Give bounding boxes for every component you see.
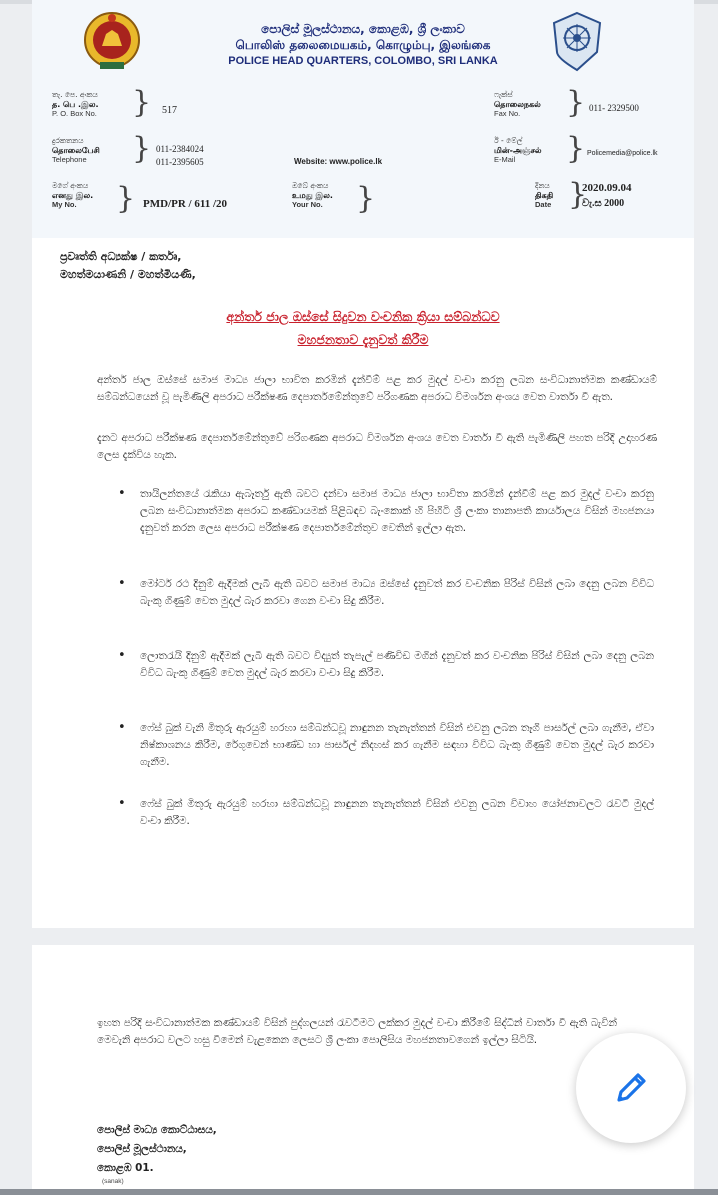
body-paragraph-1: අන්තර් ජාල ඔස්සේ සමාජ මාධ්‍ය ජාලා භාවිත කරමින් දැන්වීම් පළ කර මුදල් වංචා කරනු ලබන සංවිධානාත්මක කණ්ඩායම් සම්බන්ධයෙන් වූ පැමිණිලි අපරාධ පරීක්ෂණ දෙපාර්තමේන්තුවේ පරිගණක අපරාධ විමර්ශන අංශය වෙත වාර්තා වී ඇත. <box>97 374 657 403</box>
po-box-value: 517 <box>162 105 177 116</box>
date-value: 2020.09.04 <box>582 182 632 194</box>
brace: } <box>356 181 376 216</box>
header-sinhala: පොලිස් මූලස්ථානය, කොළඹ, ශ්‍රී ලංකාව <box>261 22 465 36</box>
date-label: දිනය திகதி Date <box>535 181 554 209</box>
bottom-bar <box>0 1189 718 1195</box>
salutation-line-1: ප්‍රවෘත්ති අධ්‍යක්ෂ / කර්තෘ, <box>60 250 182 263</box>
bullet-icon: • <box>118 796 126 811</box>
salutation-line-2: මහත්මයාණනි / මහත්මියණි, <box>60 268 196 281</box>
email-value: Policemedia@police.lk <box>587 150 658 157</box>
fax-value: 011- 2329500 <box>589 103 639 113</box>
header-tamil: பொலிஸ் தலைமையகம், கொழும்பு, இலங்கை <box>235 38 491 52</box>
website-text: Website: www.police.lk <box>294 157 383 166</box>
brace: } <box>566 85 586 120</box>
signature-line-1: පොලිස් මාධ්‍ය කොට්ඨාසය, <box>97 1124 217 1136</box>
telephone-label: දුරකතනය தொலைபேசி Telephone <box>52 136 100 164</box>
signature-line-2: පොලිස් මූලස්ථානය, <box>97 1143 187 1155</box>
document-page-1 <box>32 0 694 928</box>
telephone-value-1: 011-2384024 <box>156 144 204 154</box>
list-item: තායිලන්තයේ රැකියා ඇබෑර්තු ඇති බවට දන්වා සමාජ මාධ්‍ය ජාලා භාවිතා කරමින් දැන්වීම් පළ කර මුදල් වංචා කරනු ලබන සංවිධානාත්මක අපරාධ කණ්ඩායමක් පිළිබඳව බැංකොක් හි පිහිටි ශ්‍රී ලංකා තානාපති කාර්යාලය විසින් මහජනයා දැනුවත් කරන ලෙස අපරාධ පරීක්ෂණ දෙපාර්තමේන්තුව වෙතින් ඉල්ලා ඇත. <box>140 488 654 534</box>
bullet-icon: • <box>118 648 126 663</box>
edit-pencil-icon <box>610 1067 652 1109</box>
typist-initials: (sanak) <box>102 1178 124 1185</box>
my-no-value: PMD/PR / 611 /20 <box>143 198 228 210</box>
brace: } <box>566 131 586 166</box>
brace: } <box>116 181 136 216</box>
my-no-label: මගේ අංකය எனது இல. My No. <box>52 181 94 209</box>
letterhead <box>32 0 694 238</box>
list-item: ෆේස් බුක් වැනි මිතුරු ඇරයුම් හරහා සම්බන්ධවූ නාඳුනන තැනැත්තන් විසින් එවනු ලබන තෑගි පාර්සල් ලබා ගැනීම, ඒවා නිෂ්කාශනය කිරීම, රේගුවෙන් භාණ්ඩ හා පාර්සල් නිදහස් කර ගැනීම සඳහා විවිධ බැංකු ගිණුම් වෙත මුදල් බැර කරවා ගැනීම. <box>140 722 654 768</box>
po-box-label: තැ. පෙ. අංකය த. பெ .இல. P. O. Box No. <box>52 90 99 118</box>
brace: } <box>132 85 152 120</box>
email-label: ඊ - මේල් மின்-அஞ்சல் E-Mail <box>494 136 542 164</box>
brace: } <box>132 131 152 166</box>
bullet-icon: • <box>118 486 126 501</box>
list-item: ෆේස් බුක් මිතුරු ඇරයුම් හරහා සම්බන්ධවූ නාඳුනන තැනැත්තන් විසින් එවනු ලබන විවාහ යෝජනාවලට රැවටී මුදල් වංචා කිරීම. <box>140 798 654 827</box>
signature-line-3: කොළඹ 01. <box>97 1162 154 1174</box>
brace: } <box>568 177 588 212</box>
fax-label: ෆැක්ස් தொலைநகல் Fax No. <box>494 90 541 118</box>
body-paragraph-2: දැනට අපරාධ පරීක්ෂණ දෙපාර්තමේන්තුවේ පරිගණක අපරාධ විමර්ශන අංශය වෙත වාර්තා වී ඇති පැමිණිලි පහත පරිදි උදාහරණ ලෙස දැක්විය හැක. <box>97 432 657 461</box>
telephone-value-2: 011-2395605 <box>156 157 204 167</box>
header-english: POLICE HEAD QUARTERS, COLOMBO, SRI LANKA <box>228 55 498 67</box>
list-item: මෝටර් රථ දිනුම් ඇදීමක් ලැබී ඇති බවට සමාජ මාධ්‍ය ඔස්සේ දැනුවත් කර වංචනික පිරිස් විසින් ලබා දෙනු ලබන විවිධ බැංකු ගිණුම් වෙත මුදල් බැර කරවා ගෙන වංචා සිදු කිරීම. <box>140 578 654 607</box>
letter-title-line-2: මහජනතාව දැනුවත් කිරීම <box>297 332 429 347</box>
list-item: ලොතරැයි දිනුම් ඇදීමක් ලැබී ඇති බවට විද්‍යුත් තැපැල් පණිවිඩ මගින් දැනුවත් කර වංචනික පිරිස් විසින් ලබා දෙනු ලබන විවිධ බැංකු ගිණුම් වෙත මුදල් බැර කරවා වංචා සිදු කිරීම. <box>140 650 654 679</box>
your-no-label: ඔබේ අංකය உமது இல. Your No. <box>292 181 333 209</box>
bullet-icon: • <box>118 576 126 591</box>
letter-title-line-1: අන්තර් ජාල ඔස්සේ සිදුවන වංචනික ක්‍රියා සම්බන්ධව <box>226 309 500 324</box>
bullet-icon: • <box>118 720 126 735</box>
date-era-value: වැ.ස 2000 <box>582 198 625 209</box>
closing-paragraph: ඉහත පරිදි සංවිධානාත්මක කණ්ඩායම් විසින් පුද්ගලයන් රැවටීමට ලක්කර මුදල් වංචා කිරීමේ සිද්ධීන් වාර්තා වී ඇති බැවින් මෙවැනි අපරාධ වලට හසු වීමෙන් වැළකෙන ලෙසට ශ්‍රී ලංකා පොලිසිය මහජනතාවගෙන් ඉල්ලා සිටියි. <box>97 1017 617 1046</box>
edit-button[interactable] <box>576 1033 686 1143</box>
